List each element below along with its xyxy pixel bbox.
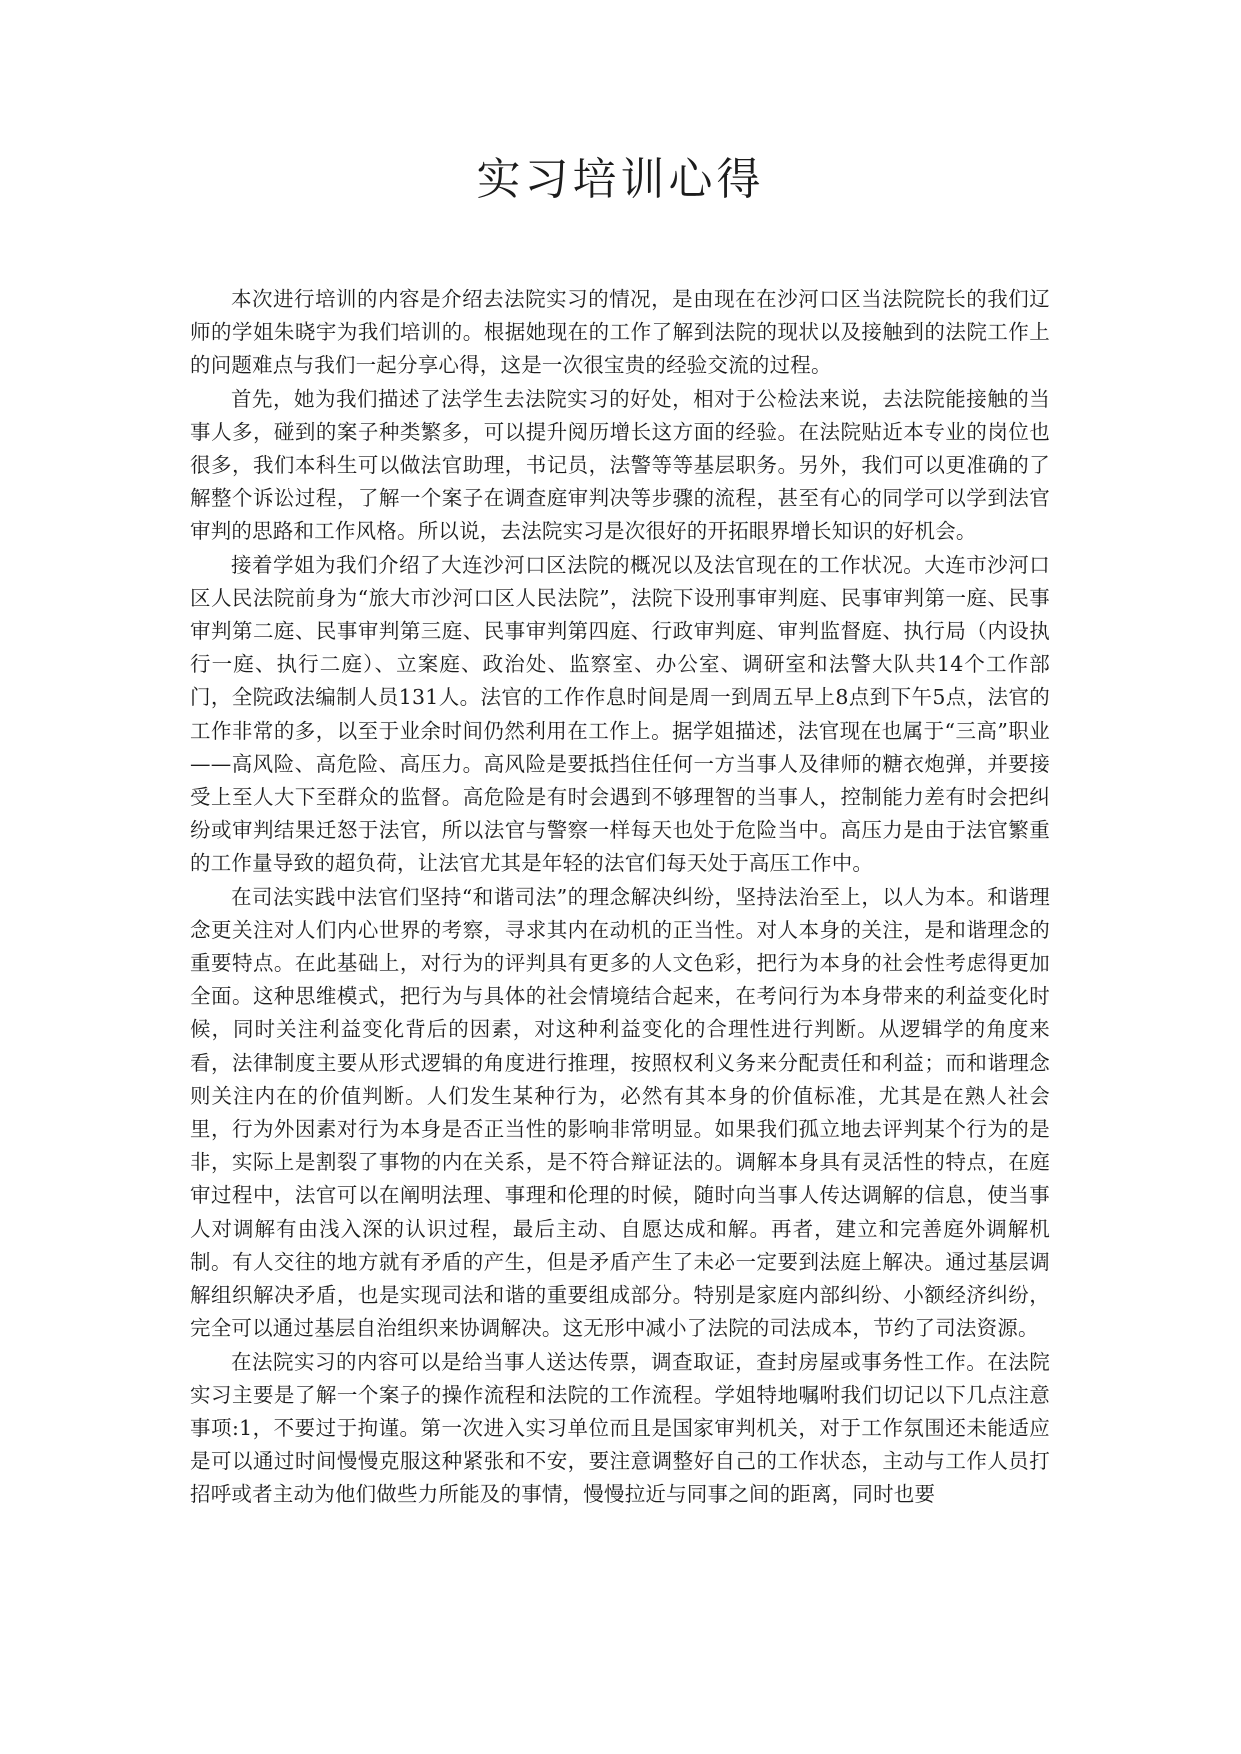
- document-title: 实习培训心得: [476, 154, 765, 205]
- paragraph-5: 在法院实习的内容可以是给当事人送达传票，调查取证，查封房屋或事务性工作。在法院实习主要是了解一个案子的操作流程和法院的工作流程。学姐特地嘱咐我们切记以下几点注意事项:1，不要过于拘谨。第一次进入实习单位而且是国家审判机关，对于工作氛围还未能适应是可以通过时间慢慢克服这种紧张和不安，要注意调整好自己的工作状态，主动与工作人员打招呼或者主动为他们做些力所能及的事情，慢慢拉近与同事之间的距离，同时也要: [190, 1349, 1050, 1507]
- paragraph-2: 首先，她为我们描述了法学生去法院实习的好处，相对于公检法来说，去法院能接触的当事人多，碰到的案子种类繁多，可以提升阅历增长这方面的经验。在法院贴近本专业的岗位也很多，我们本科生可以做法官助理，书记员，法警等等基层职务。另外，我们可以更准确的了解整个诉讼过程，了解一个案子在调查庭审判决等步骤的流程，甚至有心的同学可以学到法官审判的思路和工作风格。所以说，去法院实习是次很好的开拓眼界增长知识的好机会。: [190, 386, 1050, 544]
- paragraph-1: 本次进行培训的内容是介绍去法院实习的情况，是由现在在沙河口区当法院院长的我们辽师的学姐朱晓宇为我们培训的。根据她现在的工作了解到法院的现状以及接触到的法院工作上的问题难点与我们一起分享心得，这是一次很宝贵的经验交流的过程。: [190, 287, 1050, 378]
- paragraph-4: 在司法实践中法官们坚持“和谐司法”的理念解决纠纷，坚持法治至上，以人为本。和谐理念更关注对人们内心世界的考察，寻求其内在动机的正当性。对人本身的关注，是和谐理念的重要特点。在此基础上，对行为的评判具有更多的人文色彩，把行为本身的社会性考虑得更加全面。这种思维模式，把行为与具体的社会情境结合起来，在考问行为本身带来的利益变化时候，同时关注利益变化背后的因素，对这种利益变化的合理性进行判断。从逻辑学的角度来看，法律制度主要从形式逻辑的角度进行推理，按照权利义务来分配责任和利益；而和谐理念则关注内在的价值判断。人们发生某种行为，必然有其本身的价值标准，尤其是在熟人社会里，行为外因素对行为本身是否正当性的影响非常明显。如果我们孤立地去评判某个行为的是非，实际上是割裂了事物的内在关系，是不符合辩证法的。调解本身具有灵活性的特点，在庭审过程中，法官可以在阐明法理、事理和伦理的时候，随时向当事人传达调解的信息，使当事人对调解有由浅入深的认识过程，最后主动、自愿达成和解。再者，建立和完善庭外调解机制。有人交往的地方就有矛盾的产生，但是矛盾产生了未必一定要到法庭上解决。通过基层调解组织解决矛盾，也是实现司法和谐的重要组成部分。特别是家庭内部纠纷、小额经济纠纷，完全可以通过基层自治组织来协调解决。这无形中减小了法院的司法成本，节约了司法资源。: [190, 884, 1050, 1341]
- paragraph-3: 接着学姐为我们介绍了大连沙河口区法院的概况以及法官现在的工作状况。大连市沙河口区人民法院前身为“旅大市沙河口区人民法院”，法院下设刑事审判庭、民事审判第一庭、民事审判第二庭、民事审判第三庭、民事审判第四庭、行政审判庭、审判监督庭、执行局（内设执行一庭、执行二庭）、立案庭、政治处、监察室、办公室、调研室和法警大队共14个工作部门，全院政法编制人员131人。法官的工作作息时间是周一到周五早上8点到下午5点，法官的工作非常的多，以至于业余时间仍然利用在工作上。据学姐描述，法官现在也属于“三高”职业——高风险、高危险、高压力。高风险是要抵挡住任何一方当事人及律师的糖衣炮弹，并要接受上至人大下至群众的监督。高危险是有时会遇到不够理智的当事人，控制能力差有时会把纠纷或审判结果迁怒于法官，所以法官与警察一样每天也处于危险当中。高压力是由于法官繁重的工作量导致的超负荷，让法官尤其是年轻的法官们每天处于高压工作中。: [190, 552, 1050, 876]
- document-body: [190, 283, 1050, 1512]
